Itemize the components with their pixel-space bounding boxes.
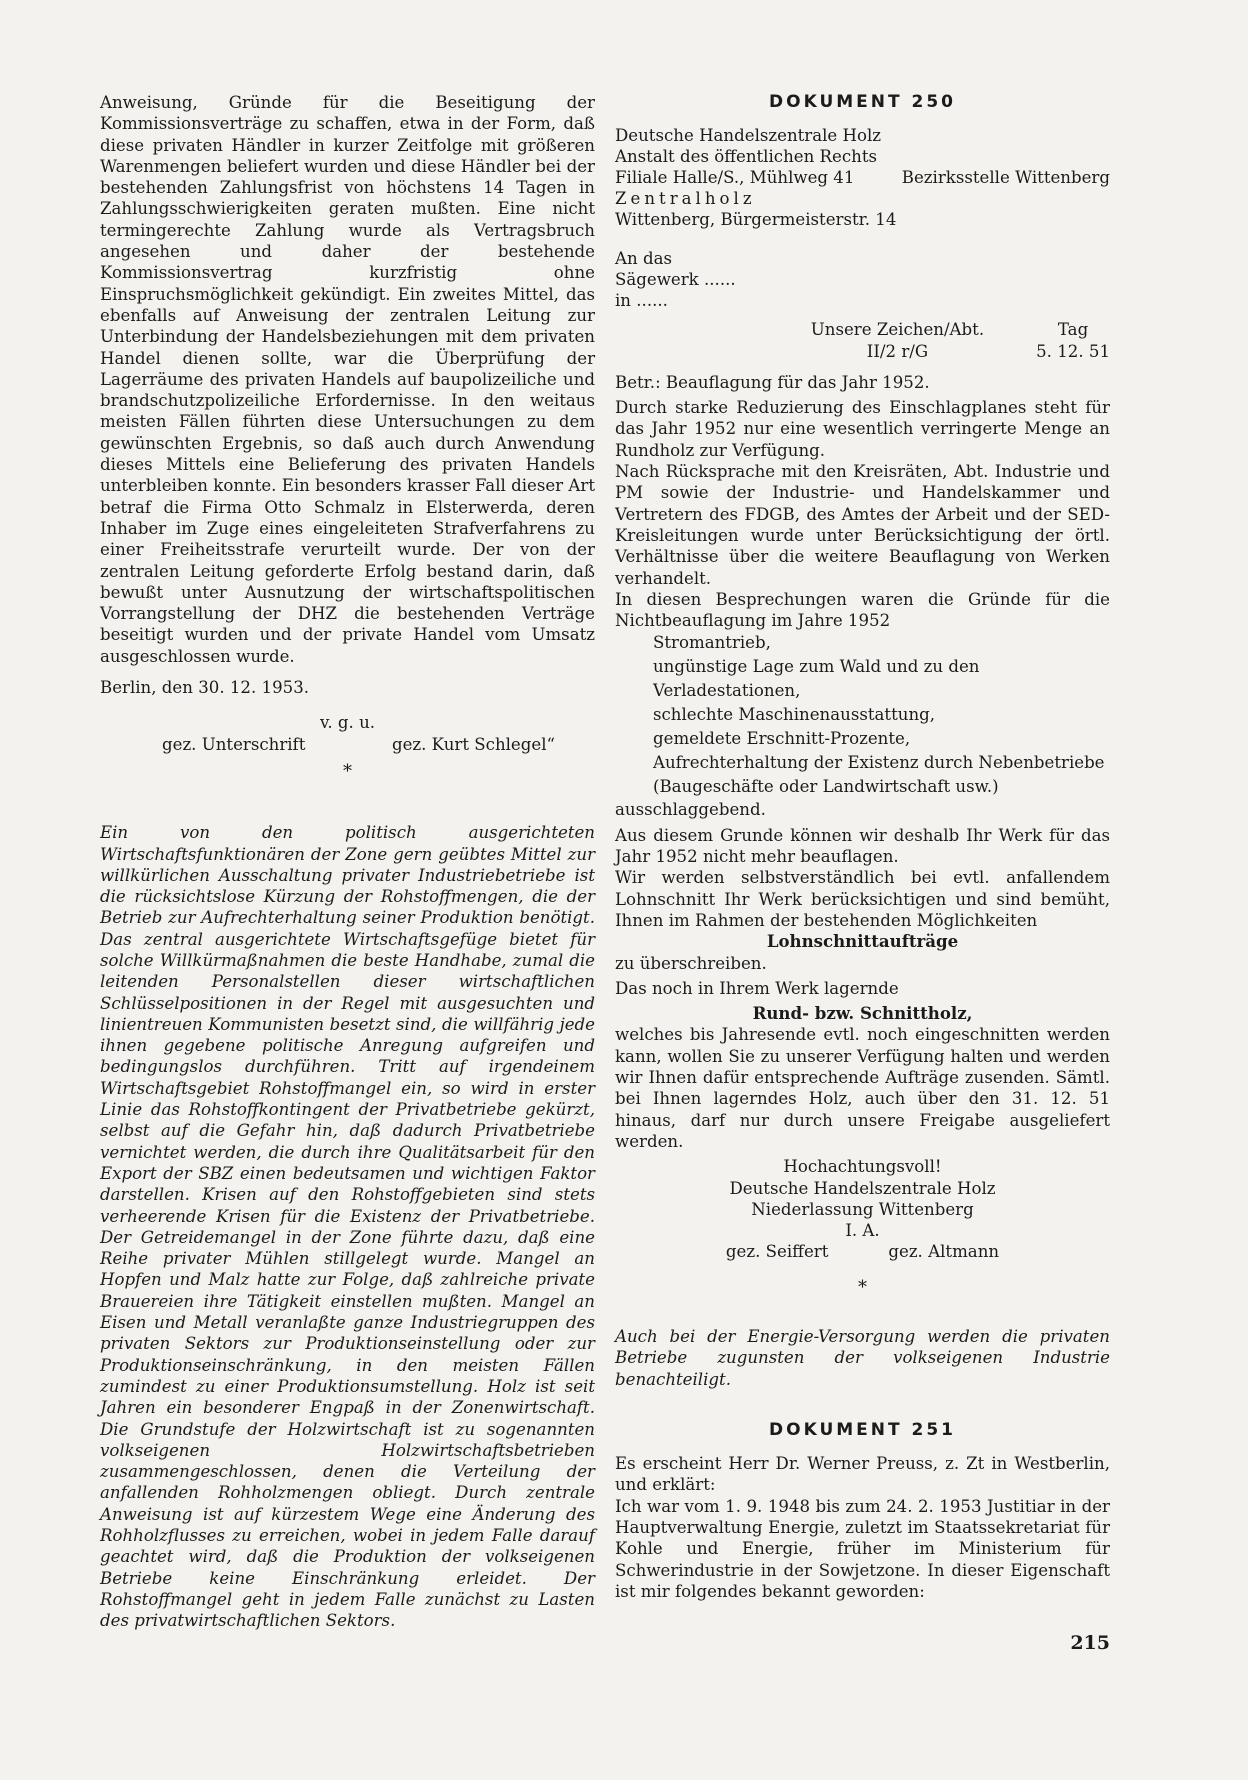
reason-item: ungünstige Lage zum Wald und zu den Verladestationen, (653, 657, 980, 701)
signature-1: gez. Unterschrift (162, 734, 306, 754)
document-250-heading: DOKUMENT 250 (769, 92, 956, 112)
rundholz-heading: Rund- bzw. Schnittholz, (752, 1003, 973, 1024)
doc251-paragraph-1: Es erscheint Herr Dr. Werner Preuss, z. Zt in Westberlin, und erklärt: (615, 1454, 1110, 1495)
reason-item: gemeldete Erschnitt-Prozente, (653, 729, 911, 749)
closing-org: Deutsche Handelszentrale Holz (729, 1178, 996, 1198)
signature-line (100, 734, 595, 755)
sender-district-office: Bezirksstelle Wittenberg (901, 168, 1110, 188)
letter-paragraph-3: In diesen Besprechungen waren die Gründe für die Nichtbeauflagung im Jahre 1952 (615, 589, 1110, 631)
letter-paragraph-6: Wir werden selbstverständlich bei evtl. anfallendem Lohnschnitt Ihr Werk berücksichtigen und sind bemüht, Ihnen im Rahmen der bestehenden Möglichkeiten (615, 868, 1110, 930)
closing-signatures (615, 1241, 1110, 1262)
addressee-line-3: in ...... (615, 291, 668, 311)
lohnschnitt-heading: Lohnschnittaufträge (766, 931, 959, 952)
section-star-right: * (858, 1276, 867, 1298)
sender-block (615, 125, 1110, 230)
letter-paragraph-1: Durch starke Reduzierung des Einschlagplanes steht für das Jahr 1952 nur eine wesentlich verringerte Menge an Rundholz zur Verfügung. (615, 398, 1110, 460)
sender-line-3 (615, 167, 1110, 188)
closing-signature-1: gez. Seiffert (725, 1242, 829, 1262)
closing-ia: I. A. (845, 1221, 880, 1241)
document-251-heading: DOKUMENT 251 (769, 1419, 956, 1440)
date-value: 5. 12. 51 (1036, 341, 1110, 361)
date-label: Tag (1057, 320, 1089, 340)
closing-greeting: Hochachtungsvoll! (783, 1157, 942, 1177)
reason-item: Stromantrieb, (653, 633, 771, 653)
closing-branch: Niederlassung Wittenberg (751, 1199, 974, 1219)
right-column (615, 92, 1110, 1602)
closing-signature-2: gez. Altmann (888, 1242, 1000, 1262)
left-paragraph-1: Anweisung, Gründe für die Beseitigung der Kommissionsverträge zu schaffen, etwa in der Form, daß diese privaten Händler in kurzer Zeitfolge mit größeren Warenmengen beliefert wurden und diese Händler bei der bestehenden Zahlungsfrist von höchstens 14 Tagen in Zahlungsschwierigkeiten geraten mußten. Eine nicht termingerechte Zahlung wurde als Vertragsbruch angesehen und daher der bestehende Kommissionsvertrag kurzfristig ohne Einspruchsmöglichkeit gekündigt. Ein zweites Mittel, das ebenfalls auf Anweisung der zentralen Leitung zur Unterbindung der Handelsbeziehungen mit dem privaten Handel dienen sollte, war die Überprüfung der Lagerräume des privaten Handels auf baupolizeiliche und brandschutzpolizeiliche Erfordernisse. In den weitaus meisten Fällen führten diese Untersuchungen zu dem gewünschten Ergebnis, so daß auch durch Anwendung dieses Mittels eine Belieferung des privaten Handels unterbleiben konnte. Ein besonders krasser Fall dieser Art betraf die Firma Otto Schmalz in Elsterwerda, deren Inhaber im Zuge eines eingeleiteten Strafverfahrens zu einer Freiheitsstrafe verurteilt wurde. Der von der zentralen Leitung geforderte Erfolg bestand darin, daß bewußt unter Ausnutzung der wirtschaftspolitischen Vorrangstellung der DHZ die bestehenden Verträge beseitigt wurden und der private Handel vom Umsatz ausgeschlossen wurde. (100, 93, 595, 666)
right-italic-note: Auch bei der Energie-Versorgung werden die privaten Betriebe zugunsten der volkseigenen Industrie benachteiligt. (615, 1326, 1110, 1389)
place-date: Berlin, den 30. 12. 1953. (100, 678, 310, 698)
subject-line: Betr.: Beauflagung für das Jahr 1952. (615, 372, 930, 392)
letter-paragraph-4: ausschlaggebend. (615, 800, 766, 820)
letter-paragraph-9: welches bis Jahresende evtl. noch eingeschnitten werden kann, wollen Sie zu unserer Verfügung halten und werden wir Ihnen dafür entsprechende Aufträge zusenden. Sämtl. bei Ihnen lagerndes Holz, auch über den 31. 12. 51 hinaus, darf nur durch unsere Freigabe ausgeliefert werden. (615, 1025, 1110, 1151)
reference-label: Unsere Zeichen/Abt. (810, 320, 985, 340)
reference-value: II/2 r/G (866, 341, 929, 361)
letter-paragraph-2: Nach Rücksprache mit den Kreisräten, Abt. Industrie und PM sowie der Industrie- und Handelskammer und Vertretern des FDGB, des Amtes der Arbeit und der SED-Kreisleitungen wurde unter Berücksichtigung der örtl. Verhältnisse über die weitere Beauflagung von Werken verhandelt. (615, 462, 1110, 588)
section-star: * (343, 760, 352, 782)
addressee-line-1: An das (615, 249, 672, 269)
page-number: 215 (1070, 1632, 1110, 1654)
vgu-line: v. g. u. (319, 713, 376, 733)
signature-2: gez. Kurt Schlegel“ (391, 734, 555, 754)
letter-paragraph-8: Das noch in Ihrem Werk lagernde (615, 978, 899, 998)
addressee-line-2: Sägewerk ...... (615, 270, 736, 290)
letter-paragraph-7: zu überschreiben. (615, 953, 767, 973)
left-italic-commentary: Ein von den politisch ausgerichteten Wirtschaftsfunktionären der Zone gern geübtes Mittel zur willkürlichen Ausschaltung privater Industriebetriebe ist die rücksichtslose Kürzung der Rohstoffmengen, die der Betrieb zur Aufrechterhaltung seiner Produktion benötigt. Das zentral ausgerichtete Wirtschaftsgefüge bietet für solche Willkürmaßnahmen die beste Handhabe, zumal die leitenden Personalstellen dieser wirtschaftlichen Schlüsselpositionen in der Regel mit ausgesuchten und linientreuen Kommunisten besetzt sind, die willfährig jede ihnen gegebene politische Anregung aufgreifen und bedingungslos durchführen. Tritt auf irgendeinem Wirtschaftsgebiet Rohstoffmangel ein, so wird in erster Linie das Rohstoffkontingent der Privatbetriebe gekürzt, selbst auf die Gefahr hin, daß dadurch Privatbetriebe vernichtet werden, die durch ihre Qualitätsarbeit für den Export der SBZ einen bedeutsamen und wichtigen Faktor darstellen. Krisen auf den Rohstoffgebieten sind stets verheerende Krisen für die Existenz der Privatbetriebe. Der Getreidemangel in der Zone führte dazu, daß eine Reihe privater Mühlen stillgelegt wurde. Mangel an Hopfen und Malz hatte zur Folge, daß zahlreiche private Brauereien ihre Tätigkeit einstellen mußten. Mangel an Eisen und Metall veranlaßte ganze Industriegruppen des privaten Sektors zur Produktionseinstellung oder zur Produktionseinschränkung, in den meisten Fällen zumindest zu einer Produktionsumstellung. Holz ist seit Jahren ein besonderer Engpaß in der Zonenwirtschaft. Die Grundstufe der Holzwirtschaft ist zu sogenannten volkseigenen Holzwirtschaftsbetrieben zusammengeschlossen, denen die Verteilung der anfallenden Rohholzmengen obliegt. Durch zentrale Anweisung ist auf kürzestem Wege eine Änderung des Rohholzflusses zu erreichen, wobei in jedem Falle darauf geachtet wird, daß die Produktion der volkseigenen Betriebe keine Einschränkung erleidet. Der Rohstoffmangel geht in jedem Falle zunächst zu Lasten des privatwirtschaftlichen Sektors. (100, 823, 595, 1631)
closing-block (615, 1156, 1110, 1262)
doc251-paragraph-2: Ich war vom 1. 9. 1948 bis zum 24. 2. 1953 Justitiar in der Hauptverwaltung Energie, zuletzt im Staatssekretariat für Kohle und Energie, früher im Ministerium für Schwerindustrie in der Sowjetzone. In dieser Eigenschaft ist mir folgendes bekannt geworden: (615, 1496, 1110, 1601)
letter-paragraph-5: Aus diesem Grunde können wir deshalb Ihr Werk für das Jahr 1952 nicht mehr beauflagen. (615, 825, 1110, 867)
sender-line-2: Anstalt des öffentlichen Rechts (615, 147, 878, 167)
addressee-block (615, 248, 1110, 311)
reasons-list (615, 631, 1110, 799)
sender-line-4: Zentralholz (615, 189, 756, 209)
reason-item: Aufrechterhaltung der Existenz durch Nebenbetriebe (Baugeschäfte oder Landwirtschaft usw.) (653, 753, 1105, 797)
sender-branch: Filiale Halle/S., Mühlweg 41 (615, 168, 855, 188)
left-column (100, 92, 595, 1631)
sender-line-1: Deutsche Handelszentrale Holz (615, 126, 882, 146)
sender-line-5: Wittenberg, Bürgermeisterstr. 14 (615, 210, 897, 230)
reference-block (615, 319, 1110, 362)
reason-item: schlechte Maschinenausstattung, (653, 705, 936, 725)
